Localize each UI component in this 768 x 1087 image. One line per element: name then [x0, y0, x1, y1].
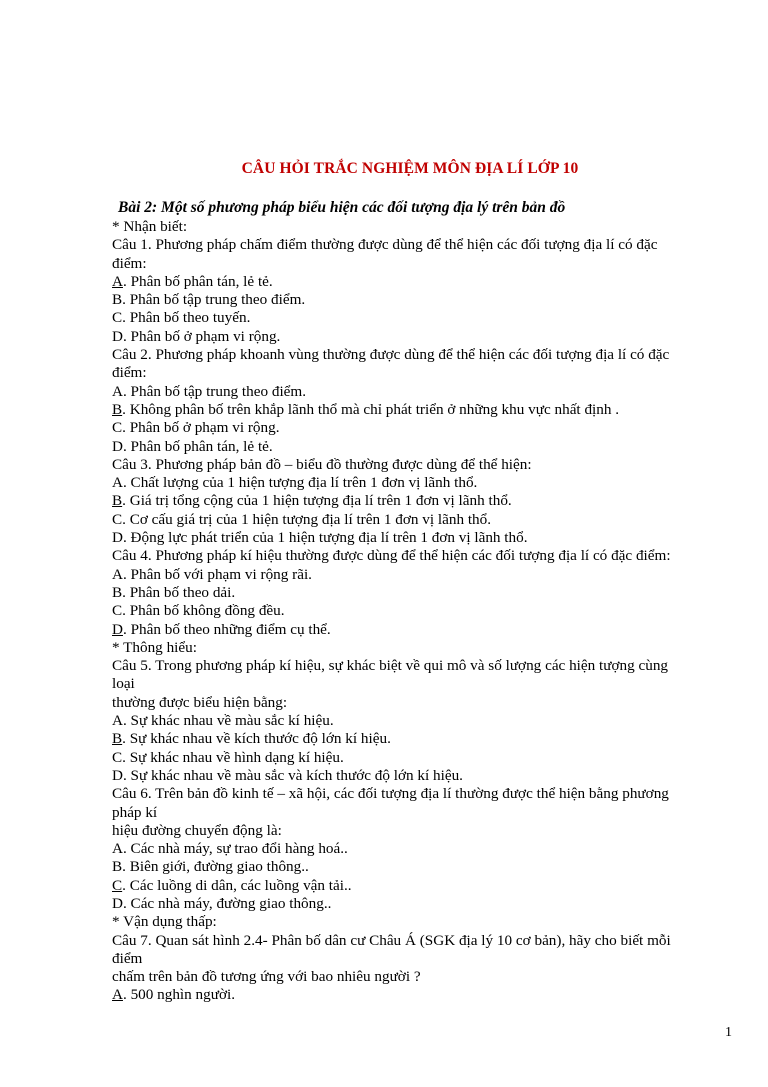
line-text: A. Phân bố với phạm vi rộng rãi. — [112, 565, 312, 583]
line-text: chấm trên bản đồ tương ứng với bao nhiêu người ? — [112, 968, 421, 986]
answer-line-correct — [112, 401, 717, 419]
text-line — [112, 566, 717, 584]
answer-line-correct — [112, 621, 717, 639]
answer-line-correct — [112, 492, 717, 510]
answer-line-correct — [112, 986, 717, 1004]
correct-answer-key: B — [112, 400, 123, 418]
text-line — [112, 950, 717, 968]
line-text: C. Phân bố theo tuyến. — [112, 309, 251, 327]
text-line — [112, 364, 717, 382]
text-line — [112, 419, 717, 437]
correct-answer-key: A — [112, 986, 123, 1004]
text-line — [112, 804, 717, 822]
line-text: . Các luồng di dân, các luồng vận tải.. — [122, 876, 352, 894]
lesson-heading: Bài 2: Một số phương pháp biểu hiện các đối tượng địa lý trên bản đồ — [118, 199, 566, 216]
line-text: . Giá trị tổng cộng của 1 hiện tượng địa lí trên 1 đơn vị lãnh thổ. — [122, 492, 512, 510]
line-text: A. Các nhà máy, sự trao đổi hàng hoá.. — [112, 840, 348, 858]
line-text: C. Cơ cấu giá trị của 1 hiện tượng địa lí trên 1 đơn vị lãnh thổ. — [112, 510, 492, 528]
line-text: B. Biên giới, đường giao thông.. — [112, 858, 309, 876]
line-text: D. Phân bố phân tán, lẻ tẻ. — [112, 437, 273, 455]
page-title — [0, 160, 768, 178]
line-text: Câu 6. Trên bản đồ kinh tế – xã hội, các đối tượng địa lí thường được thể hiện bằng phương — [112, 785, 669, 803]
line-text: * Vận dụng thấp: — [112, 913, 217, 931]
line-text: D. Sự khác nhau về màu sắc và kích thước độ lớn kí hiệu. — [112, 766, 463, 784]
correct-answer-key: D — [112, 620, 123, 638]
line-text: loại — [112, 675, 135, 693]
correct-answer-key: C — [112, 876, 123, 894]
line-text: B. Phân bố theo dải. — [112, 583, 236, 601]
text-line — [112, 840, 717, 858]
text-line — [112, 511, 717, 529]
line-text: Câu 4. Phương pháp kí hiệu thường được dùng để thể hiện các đối tượng địa lí có đặc điểm: — [112, 547, 671, 565]
line-text: Câu 2. Phương pháp khoanh vùng thường được dùng để thể hiện các đối tượng địa lí có đặc — [112, 346, 670, 364]
line-text: C. Sự khác nhau về hình dạng kí hiệu. — [112, 748, 344, 766]
text-line — [112, 584, 717, 602]
correct-answer-key: B — [112, 492, 123, 510]
text-line — [112, 529, 717, 547]
line-text: C. Phân bố ở phạm vi rộng. — [112, 419, 280, 437]
line-text: . Phân bố theo những điểm cụ thể. — [122, 620, 331, 638]
text-line — [112, 291, 717, 309]
line-text: D. Phân bố ở phạm vi rộng. — [112, 327, 281, 345]
text-line — [112, 858, 717, 876]
answer-line-correct — [112, 730, 717, 748]
text-line — [112, 474, 717, 492]
text-line — [112, 767, 717, 785]
line-text: A. Sự khác nhau về màu sắc kí hiệu. — [112, 712, 334, 730]
line-text: B. Phân bố tập trung theo điểm. — [112, 291, 306, 309]
line-text: . 500 nghìn người. — [122, 986, 235, 1004]
line-text: Câu 7. Quan sát hình 2.4- Phân bố dân cư Châu Á (SGK địa lý 10 cơ bản), hãy cho biết mỗi — [112, 931, 671, 949]
line-text: thường được biểu hiện bằng: — [112, 693, 288, 711]
line-text: Câu 5. Trong phương pháp kí hiệu, sự khác biệt về qui mô và số lượng các hiện tượng cùng — [112, 657, 669, 675]
text-line — [112, 785, 717, 803]
line-text: A. Chất lượng của 1 hiện tượng địa lí trên 1 đơn vị lãnh thổ. — [112, 474, 478, 492]
page-number: 1 — [725, 1025, 732, 1040]
text-line — [112, 895, 717, 913]
text-line — [112, 438, 717, 456]
line-text: . Phân bố phân tán, lẻ tẻ. — [122, 272, 273, 290]
text-line — [112, 309, 717, 327]
text-line — [112, 913, 717, 931]
line-text: A. Phân bố tập trung theo điểm. — [112, 382, 307, 400]
text-line — [112, 547, 717, 565]
correct-answer-key: B — [112, 730, 123, 748]
text-line — [112, 657, 717, 675]
line-text: D. Các nhà máy, đường giao thông.. — [112, 894, 332, 912]
line-text: D. Động lực phát triển của 1 hiện tượng địa lí trên 1 đơn vị lãnh thổ. — [112, 529, 528, 547]
answer-line-correct — [112, 877, 717, 895]
line-text: điểm — [112, 949, 143, 967]
page-title-text: CÂU HỎI TRẮC NGHIỆM MÔN ĐỊA LÍ LỚP 10 — [241, 160, 579, 177]
text-line — [112, 255, 717, 273]
line-text: . Không phân bố trên khắp lãnh thổ mà chỉ phát triển ở những khu vực nhất định . — [122, 400, 620, 418]
question-list — [112, 218, 717, 1005]
line-text: . Sự khác nhau về kích thước độ lớn kí hiệu. — [122, 730, 391, 748]
line-text: * Nhận biết: — [112, 218, 188, 235]
text-line — [112, 236, 717, 254]
text-line — [112, 383, 717, 401]
answer-line-correct — [112, 273, 717, 291]
line-text: C. Phân bố không đồng đều. — [112, 602, 285, 620]
line-text: * Thông hiểu: — [112, 638, 197, 656]
text-line — [112, 328, 717, 346]
text-line — [112, 694, 717, 712]
line-text: điểm: — [112, 254, 147, 272]
line-text: Câu 1. Phương pháp chấm điểm thường được dùng để thể hiện các đối tượng địa lí có đặc — [112, 236, 658, 254]
text-line — [112, 675, 717, 693]
line-text: pháp kí — [112, 803, 158, 821]
line-text: hiệu đường chuyển động là: — [112, 821, 282, 839]
text-line — [112, 932, 717, 950]
correct-answer-key: A — [112, 272, 123, 290]
text-line — [112, 218, 717, 236]
line-text: Câu 3. Phương pháp bản đồ – biểu đồ thường được dùng để thể hiện: — [112, 455, 532, 473]
text-line — [112, 346, 717, 364]
text-line — [112, 456, 717, 474]
text-line — [112, 822, 717, 840]
text-line — [112, 712, 717, 730]
text-line — [112, 968, 717, 986]
text-line — [112, 749, 717, 767]
line-text: điểm: — [112, 364, 147, 382]
text-line — [112, 602, 717, 620]
text-line — [112, 639, 717, 657]
